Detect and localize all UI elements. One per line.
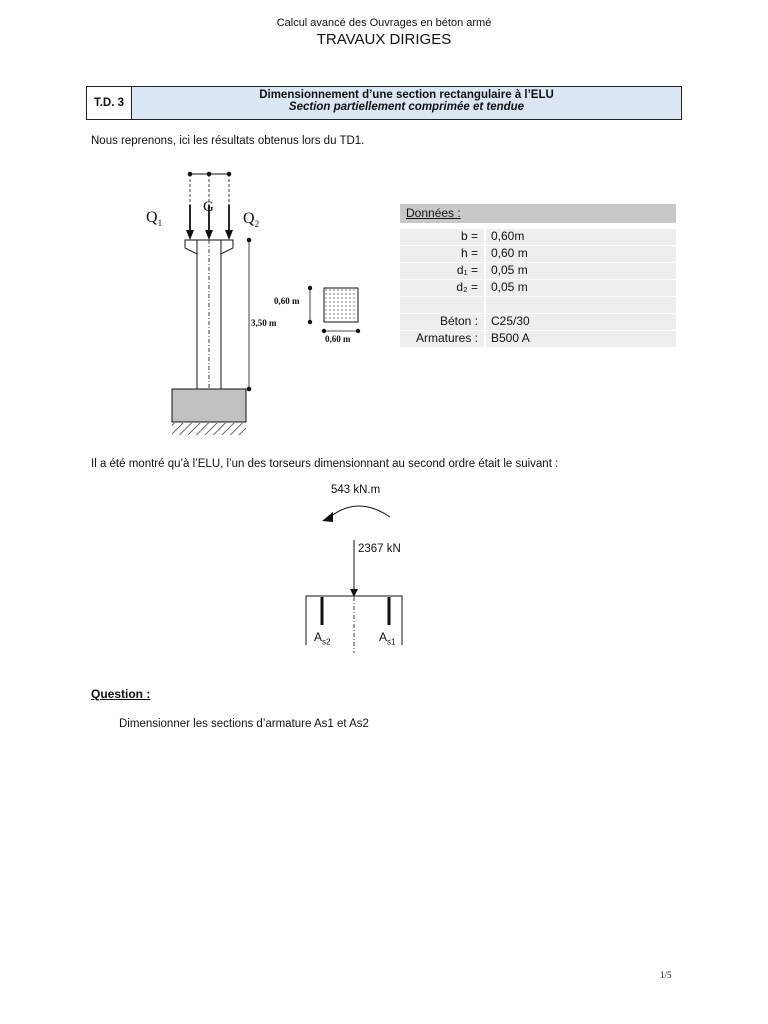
load-label-g: G [203, 199, 214, 215]
td-title-cell [132, 87, 681, 119]
table-row [400, 280, 676, 296]
dimension-dot [308, 286, 312, 290]
right-corbel [221, 240, 233, 254]
row-value: 0,60m [486, 229, 676, 245]
dimension-dot [322, 329, 326, 333]
arrow-head [186, 230, 194, 240]
question-label: Question : [91, 687, 151, 701]
donnees-header: Données : [400, 204, 676, 223]
row-key: h = [400, 246, 484, 262]
table-row [400, 331, 676, 347]
table-row [400, 246, 676, 262]
left-corbel [185, 240, 197, 254]
row-key: Armatures : [400, 331, 484, 347]
row-value: 0,60 m [486, 246, 676, 262]
dimension-dot [356, 329, 360, 333]
row-value: B500 A [486, 331, 676, 347]
arrow-head [205, 230, 213, 240]
td-label: T.D. 3 [87, 87, 132, 119]
ground-hatch [172, 423, 246, 435]
force-label: 2367 kN [358, 543, 401, 555]
as2-label: $A_{s2}$ [314, 630, 331, 647]
section-height-label: 0,60 m [274, 296, 300, 306]
statement-text: Il a été montré qu’à l’ELU, l’un des torseurs dimensionnant au second ordre était le suivant : [91, 458, 559, 470]
dimension-dot [247, 387, 252, 392]
column-height-label: 3,50 m [251, 318, 277, 328]
table-row [400, 263, 676, 279]
donnees-table [400, 204, 676, 347]
td-header-box [86, 86, 682, 120]
cross-section [324, 288, 358, 322]
document-subtitle: Calcul avancé des Ouvrages en béton armé [276, 17, 492, 29]
moment-arc [330, 506, 390, 517]
table-row [400, 297, 676, 313]
intro-text: Nous reprenons, ici les résultats obtenus lors du TD1. [91, 135, 365, 147]
dimension-dot [247, 238, 252, 243]
load-label-q1: $Q_1$ [146, 209, 163, 229]
table-row [400, 314, 676, 330]
page-number: 1/5 [660, 970, 672, 980]
row-key: d₂ = [400, 280, 484, 296]
row-key [400, 297, 484, 313]
arrow-head [225, 230, 233, 240]
section-width-label: 0,60 m [325, 334, 351, 344]
as1-label: $A_{s1}$ [379, 630, 396, 647]
row-value [486, 297, 676, 313]
dimension-dot [308, 320, 312, 324]
row-key: Béton : [400, 314, 484, 330]
row-key: d₁ = [400, 263, 484, 279]
moment-arrow-head [322, 512, 333, 522]
table-row [400, 229, 676, 245]
row-value: C25/30 [486, 314, 676, 330]
row-value: 0,05 m [486, 263, 676, 279]
td-heading: Dimensionnement d’une section rectangulaire à l’ELU [259, 89, 554, 101]
document-title: TRAVAUX DIRIGES [316, 31, 452, 48]
load-label-q2: $Q_2$ [243, 210, 260, 230]
row-value: 0,05 m [486, 280, 676, 296]
foundation [172, 389, 246, 422]
row-key: b = [400, 229, 484, 245]
moment-label: 543 kN.m [331, 484, 381, 496]
td-subheading: Section partiellement comprimée et tendue [288, 101, 525, 113]
question-text: Dimensionner les sections d’armature As1 et As2 [119, 718, 369, 730]
column-figure [140, 160, 380, 445]
